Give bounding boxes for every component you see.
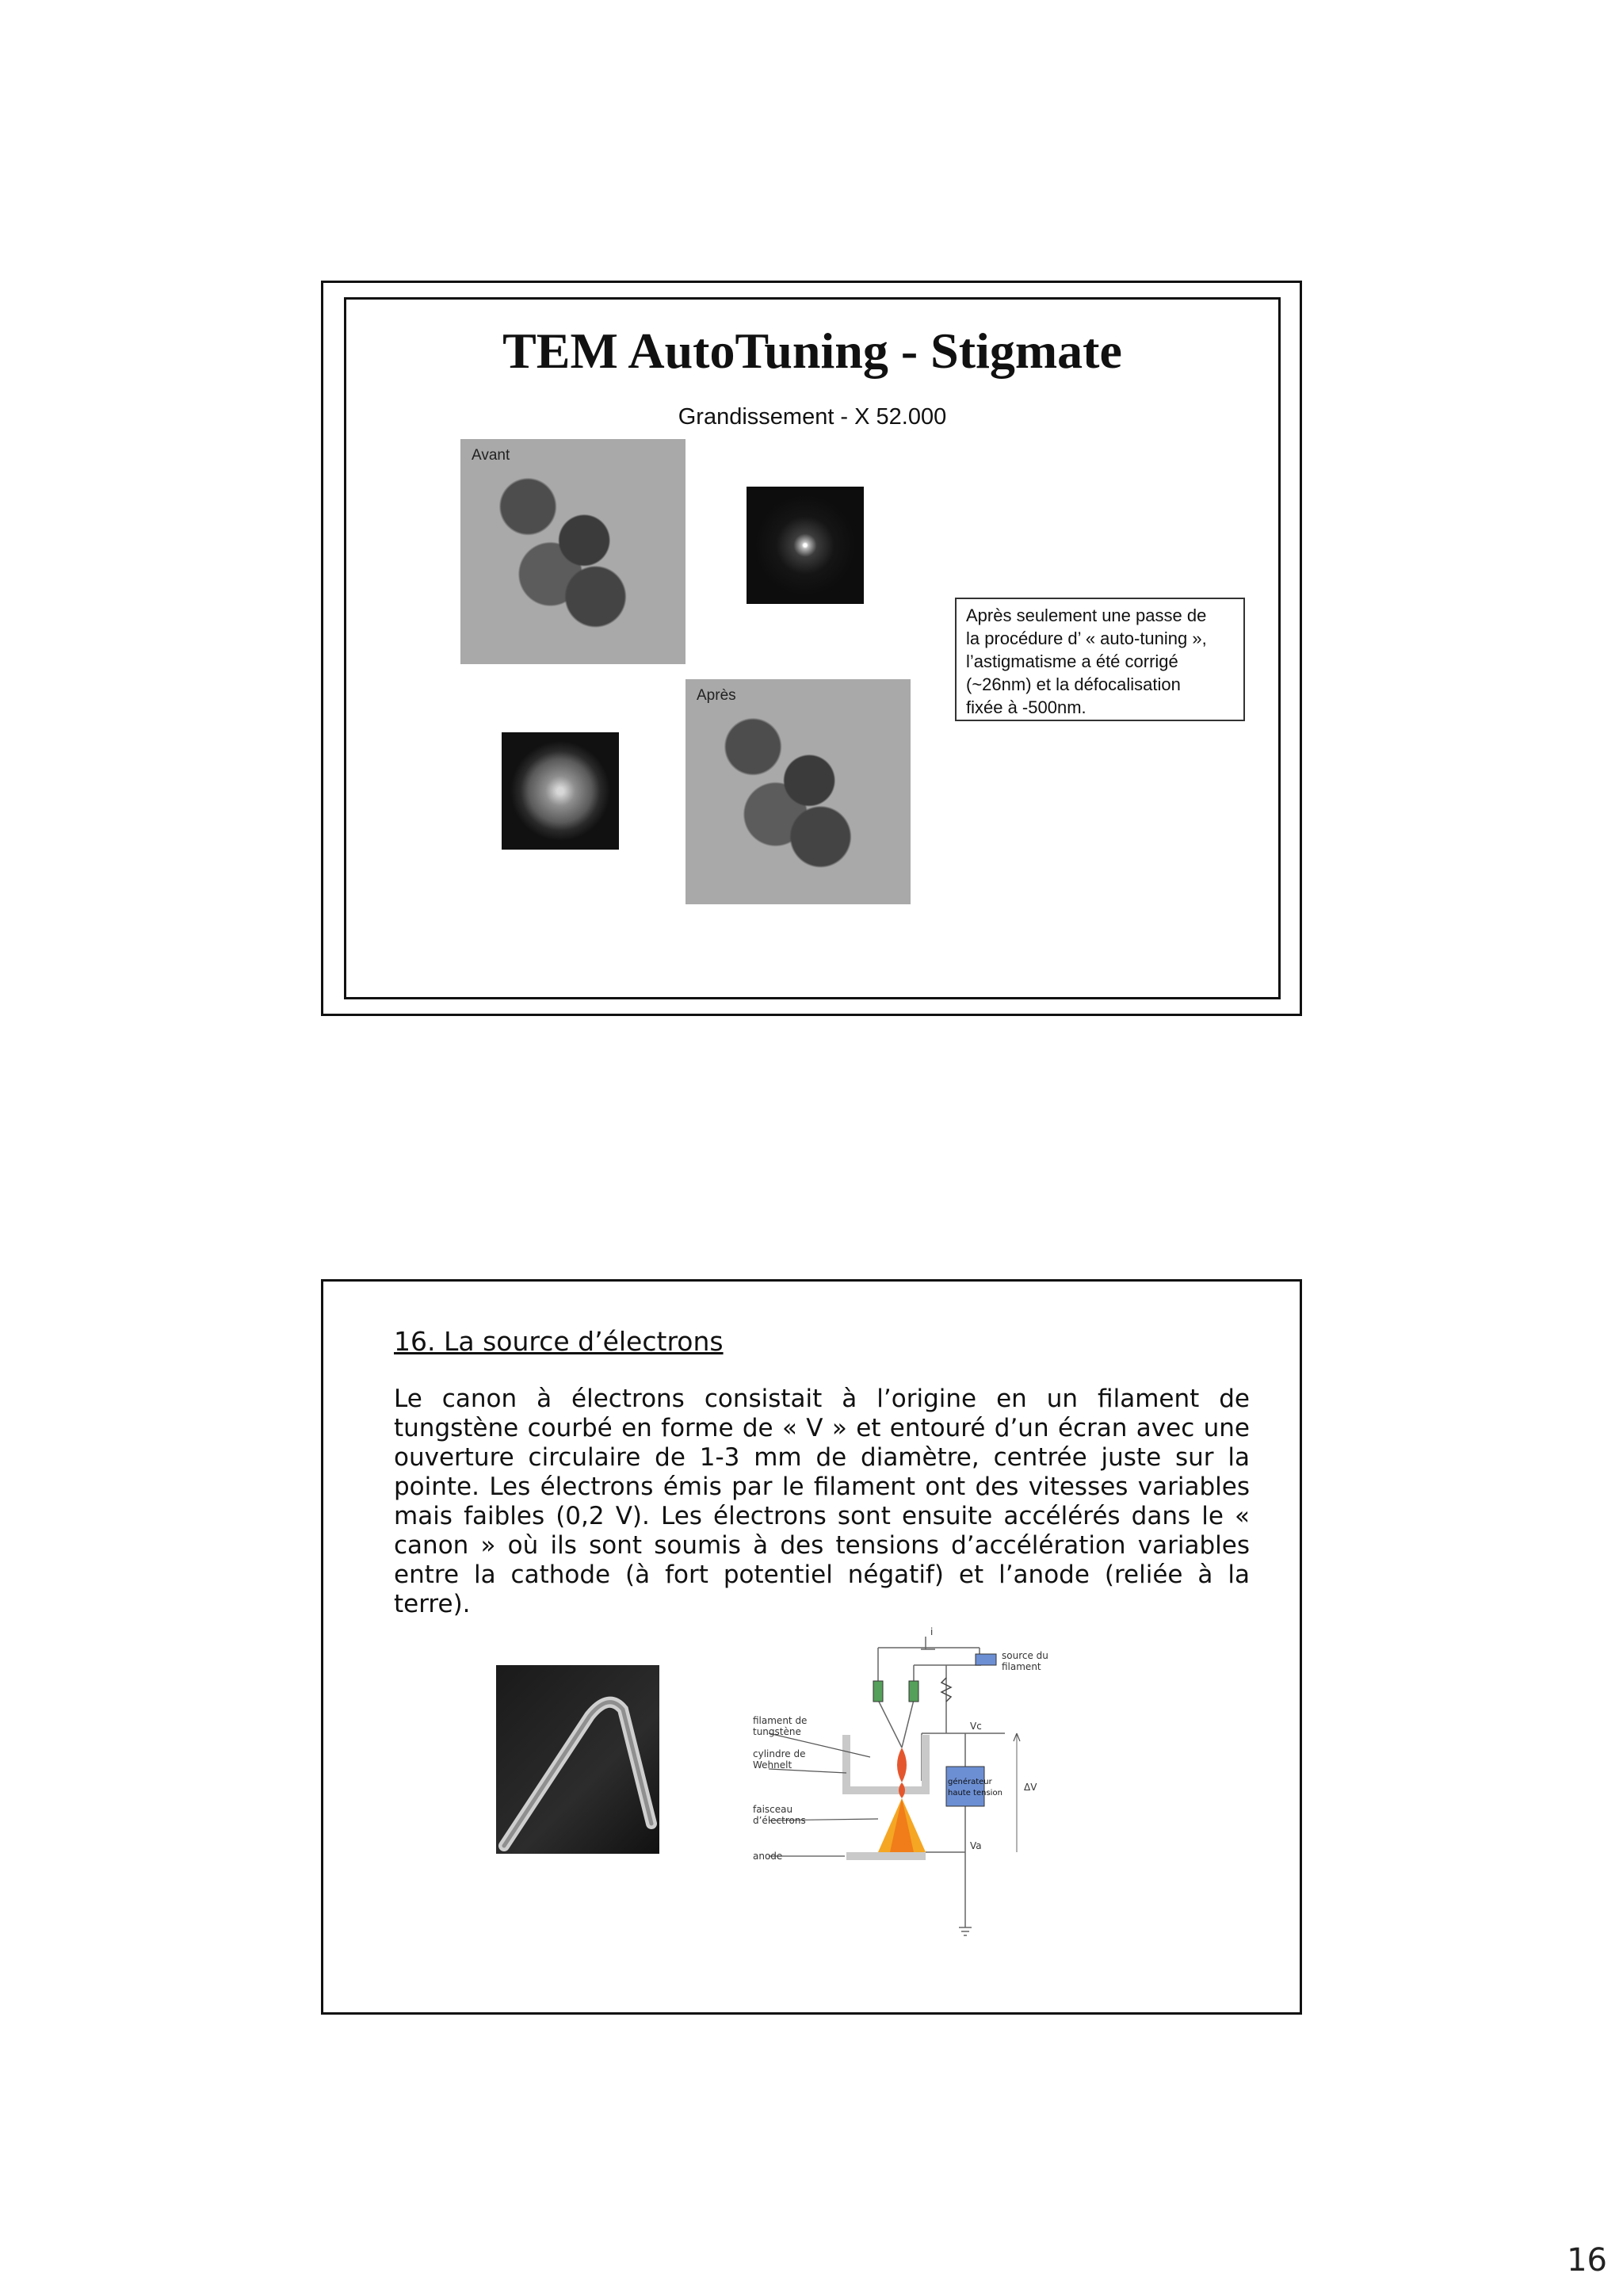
- result-note: [955, 598, 1245, 721]
- label-va: Va: [970, 1840, 982, 1851]
- label-vc: Vc: [970, 1721, 982, 1732]
- filament-shape: [496, 1665, 659, 1854]
- label-delta-v: ΔV: [1024, 1782, 1037, 1793]
- micrograph-after: [685, 679, 911, 904]
- section-heading: 16. La source d’électrons: [394, 1326, 724, 1357]
- fft-before: [747, 487, 864, 604]
- electron-gun-diagram: [751, 1614, 1132, 1955]
- label-filament-2: tungstène: [753, 1726, 801, 1737]
- page-number: 16: [1567, 2242, 1607, 2279]
- note-line: la procédure d’ « auto-tuning »,: [966, 628, 1207, 648]
- note-line: Après seulement une passe de: [966, 606, 1207, 625]
- label-before: Avant: [472, 447, 510, 464]
- label-source-1: source du: [1002, 1650, 1048, 1661]
- label-filament-1: filament de: [753, 1715, 808, 1726]
- filament-photo: [496, 1665, 659, 1854]
- section-body: Le canon à électrons consistait à l’origine en un filament de tungstène courbé en forme de « V » et entouré d’un écran avec une ouverture circulaire de 1-3 mm de diamètre, centrée juste sur la pointe. Les électrons émis par le filament ont des vitesses variables mais faibles (0,2 V). Les électrons sont ensuite accélérés dans le « canon » où ils sont soumis à des tensions d’accélération variables entre la cathode (à fort potentiel négatif) et l’anode (reliée à la terre).: [394, 1385, 1250, 1618]
- slide-autotuning: [321, 281, 1302, 1016]
- slide-electron-source: [321, 1279, 1302, 2015]
- note-line: l’astigmatisme a été corrigé: [966, 651, 1178, 671]
- label-after: Après: [697, 687, 736, 704]
- slide-autotuning-frame: [344, 297, 1281, 999]
- magnification-label: Grandissement - X 52.000: [678, 404, 947, 430]
- note-line: (~26nm) et la défocalisation: [966, 674, 1181, 694]
- fft-after: [502, 732, 619, 850]
- label-beam-2: d’électrons: [753, 1815, 806, 1826]
- label-anode: anode: [753, 1851, 783, 1862]
- label-generator-1: générateur: [948, 1778, 992, 1786]
- label-wehnelt-1: cylindre de: [753, 1748, 806, 1759]
- note-line: fixée à -500nm.: [966, 697, 1086, 717]
- label-wehnelt-2: Wehnelt: [753, 1759, 792, 1771]
- slide-title: TEM AutoTuning - Stigmate: [502, 323, 1122, 379]
- micrograph-before: [460, 439, 685, 664]
- label-source-2: filament: [1002, 1661, 1041, 1672]
- label-generator-2: haute tension: [948, 1789, 1002, 1797]
- label-beam-1: faisceau: [753, 1804, 793, 1815]
- label-current: i: [930, 1626, 934, 1637]
